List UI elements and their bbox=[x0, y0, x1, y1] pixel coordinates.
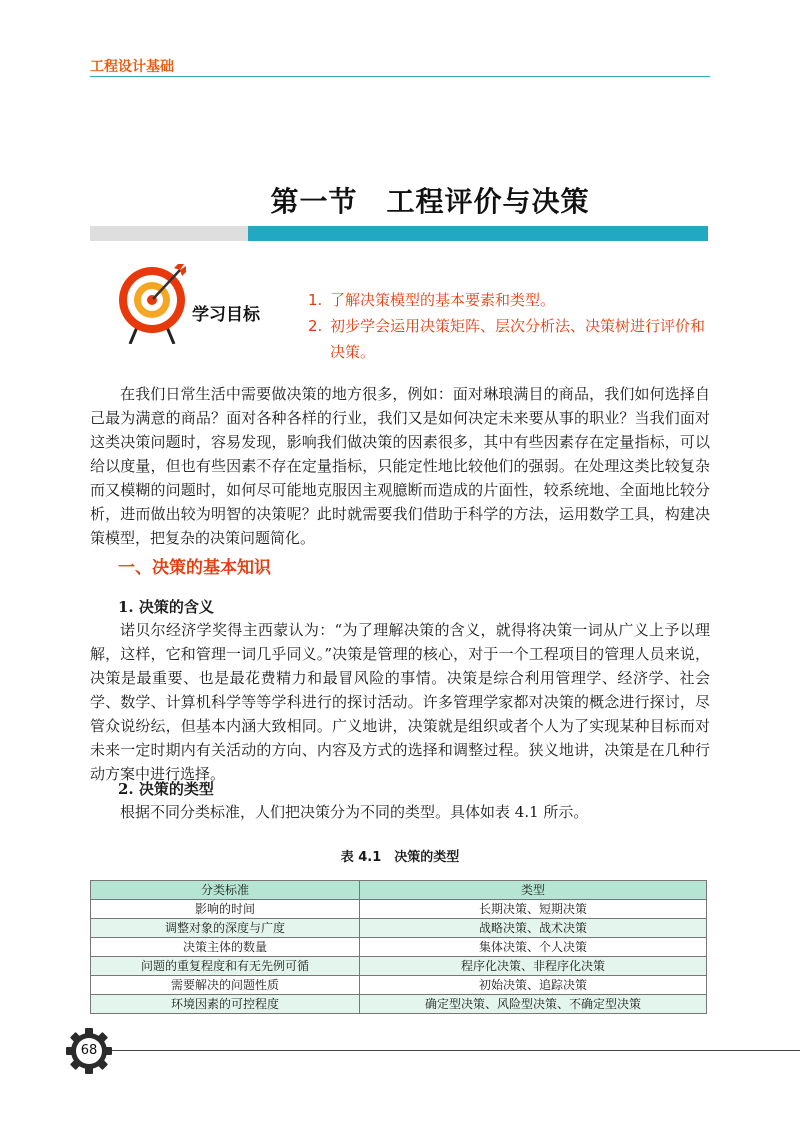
table-cell: 战略决策、战术决策 bbox=[360, 919, 707, 938]
meaning-paragraph: 诺贝尔经济学奖得主西蒙认为：“为了理解决策的含义，就得将决策一词从广义上予以理解，这样，它和管理一词几乎同义。”决策是管理的核心，对于一个工程项目的管理人员来说，决策是最重要、也是最花费精力和最冒风险的事情。决策是综合利用管理学、经济学、社会学、数学、计算机科学等等学科进行的探讨活动。许多管理学家都对决策的概念进行探讨，尽管众说纷纭，但基本内涵大致相同。广义地讲，决策就是组织或者个人为了实现某种目标而对未来一定时期内有关活动的方向、内容及方式的选择和调整过程。狭义地讲，决策是在几种行动方案中进行选择。 bbox=[90, 621, 710, 783]
table-header-row bbox=[91, 881, 707, 900]
goal-item bbox=[308, 287, 708, 313]
table-row bbox=[91, 900, 707, 919]
table-cell: 程序化决策、非程序化决策 bbox=[360, 957, 707, 976]
table-row bbox=[91, 976, 707, 995]
subheading-meaning: 1. 决策的含义 bbox=[118, 598, 214, 616]
table-cell: 环境因素的可控程度 bbox=[91, 995, 360, 1014]
table-cell: 调整对象的深度与广度 bbox=[91, 919, 360, 938]
table-cell: 问题的重复程度和有无先例可循 bbox=[91, 957, 360, 976]
target-icon bbox=[118, 262, 190, 344]
subheading-types: 2. 决策的类型 bbox=[118, 780, 214, 798]
goal-text: 了解决策模型的基本要素和类型。 bbox=[330, 291, 556, 309]
learning-goals-label: 学习目标 bbox=[192, 305, 260, 325]
title-bar-right bbox=[248, 226, 708, 241]
table-cell: 确定型决策、风险型决策、不确定型决策 bbox=[360, 995, 707, 1014]
goal-text: 初步学会运用决策矩阵、层次分析法、决策树进行评价和决策。 bbox=[330, 317, 706, 361]
title-bar-left bbox=[90, 226, 248, 241]
goal-item bbox=[308, 313, 708, 365]
decision-types-table bbox=[90, 880, 707, 1014]
table-cell: 影响的时间 bbox=[91, 900, 360, 919]
types-paragraph: 根据不同分类标准，人们把决策分为不同的类型。具体如表 4.1 所示。 bbox=[120, 803, 589, 821]
section-title: 第一节 工程评价与决策 bbox=[270, 185, 590, 218]
table-caption: 表 4.1 决策的类型 bbox=[340, 850, 460, 865]
footer-rule bbox=[108, 1050, 800, 1051]
table-cell: 集体决策、个人决策 bbox=[360, 938, 707, 957]
goal-number: 2. bbox=[308, 317, 323, 335]
page-number: 68 bbox=[80, 1043, 98, 1058]
column-header: 分类标准 bbox=[91, 881, 360, 900]
table-cell: 初始决策、追踪决策 bbox=[360, 976, 707, 995]
table-cell: 长期决策、短期决策 bbox=[360, 900, 707, 919]
intro-paragraph: 在我们日常生活中需要做决策的地方很多，例如：面对琳琅满目的商品，我们如何选择自己最为满意的商品？面对各种各样的行业，我们又是如何决定未来要从事的职业？当我们面对这类决策问题时，容易发现，影响我们做决策的因素很多，其中有些因素存在定量指标，可以给以度量，但也有些因素不存在定量指标，只能定性地比较他们的强弱。在处理这类比较复杂而又模糊的问题时，如何尽可能地克服因主观臆断而造成的片面性，较系统地、全面地比较分析，进而做出较为明智的决策呢？此时就需要我们借助于科学的方法，运用数学工具，构建决策模型，把复杂的决策问题简化。 bbox=[90, 385, 710, 547]
table-cell: 需要解决的问题性质 bbox=[91, 976, 360, 995]
table-cell: 决策主体的数量 bbox=[91, 938, 360, 957]
table-row bbox=[91, 957, 707, 976]
table-row bbox=[91, 995, 707, 1014]
header-rule bbox=[90, 76, 710, 77]
section-heading: 一、决策的基本知识 bbox=[118, 558, 271, 578]
learning-goals-list bbox=[308, 287, 708, 365]
book-title: 工程设计基础 bbox=[90, 59, 174, 75]
goal-number: 1. bbox=[308, 291, 323, 309]
column-header: 类型 bbox=[360, 881, 707, 900]
table-row bbox=[91, 919, 707, 938]
table-row bbox=[91, 938, 707, 957]
